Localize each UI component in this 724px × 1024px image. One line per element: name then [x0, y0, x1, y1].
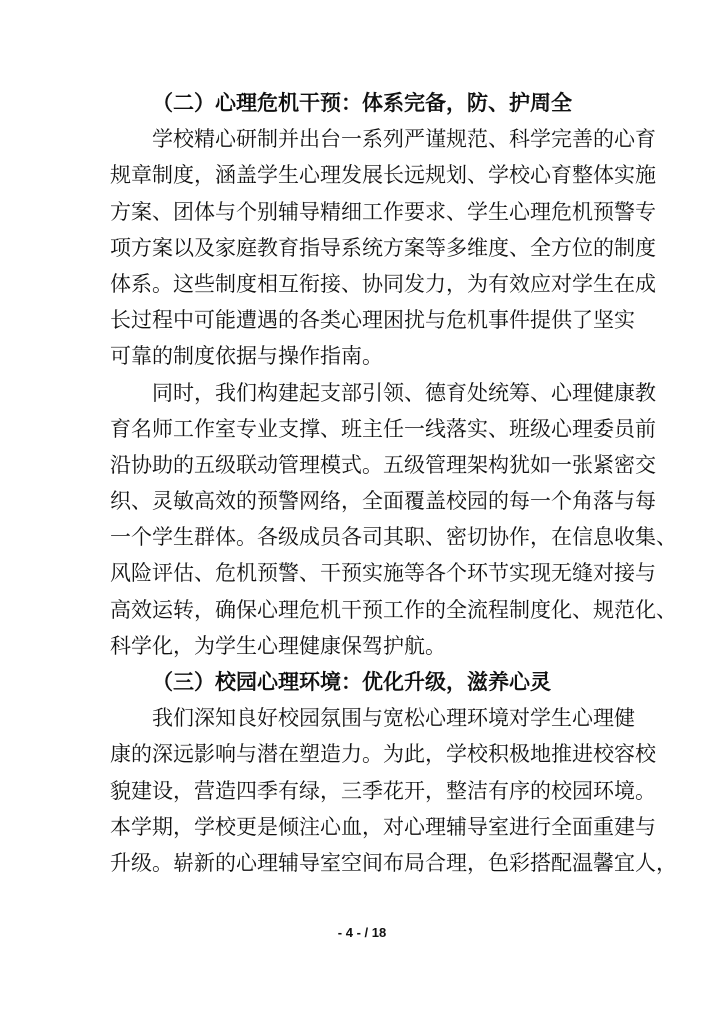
- page-number: - 4 - / 18: [337, 925, 387, 940]
- text-line: 科学化，为学生心理健康保驾护航。: [110, 633, 446, 658]
- text-line: 育名师工作室专业支撑、班主任一线落实、班级心理委员前: [110, 416, 656, 441]
- text-line: 一个学生群体。各级成员各司其职、密切协作，在信息收集、: [110, 525, 677, 550]
- text-line: 风险评估、危机预警、干预实施等各个环节实现无缝对接与: [110, 561, 656, 586]
- section-heading: （三）校园心理环境：优化升级，滋养心灵: [152, 669, 551, 694]
- paragraph: [110, 375, 677, 665]
- text-line: 貌建设，营造四季有绿，三季花开，整洁有序的校园环境。: [110, 778, 656, 803]
- text-line: 可靠的制度依据与操作指南。: [110, 344, 383, 369]
- text-line: 升级。崭新的心理辅导室空间布局合理，色彩搭配温馨宜人，: [110, 850, 677, 875]
- text-line: 长过程中可能遭遇的各类心理困扰与危机事件提供了坚实: [110, 308, 635, 333]
- text-line: 康的深远影响与潜在塑造力。为此，学校积极地推进校容校: [110, 742, 656, 767]
- text-line: 沿协助的五级联动管理模式。五级管理架构犹如一张紧密交: [110, 452, 656, 477]
- text-line: 规章制度，涵盖学生心理发展长远规划、学校心育整体实施: [110, 163, 656, 188]
- text-line: 体系。这些制度相互衔接、协同发力，为有效应对学生在成: [110, 271, 656, 296]
- text-line: 项方案以及家庭教育指导系统方案等多维度、全方位的制度: [110, 235, 656, 260]
- text-line: 织、灵敏高效的预警网络，全面覆盖校园的每一个角落与每: [110, 489, 656, 514]
- text-line: 同时，我们构建起支部引领、德育处统筹、心理健康教: [152, 380, 656, 405]
- paragraph: [110, 700, 677, 881]
- text-line: 高效运转，确保心理危机干预工作的全流程制度化、规范化、: [110, 597, 677, 622]
- text-line: 本学期，学校更是倾注心血，对心理辅导室进行全面重建与: [110, 814, 656, 839]
- section-heading: （二）心理危机干预：体系完备，防、护周全: [152, 90, 572, 115]
- paragraph: [110, 121, 656, 374]
- text-line: 方案、团体与个别辅导精细工作要求、学生心理危机预警专: [110, 199, 656, 224]
- text-line: 我们深知良好校园氛围与宽松心理环境对学生心理健: [152, 706, 635, 731]
- text-line: 学校精心研制并出台一系列严谨规范、科学完善的心育: [152, 127, 656, 152]
- document-body: [110, 85, 677, 881]
